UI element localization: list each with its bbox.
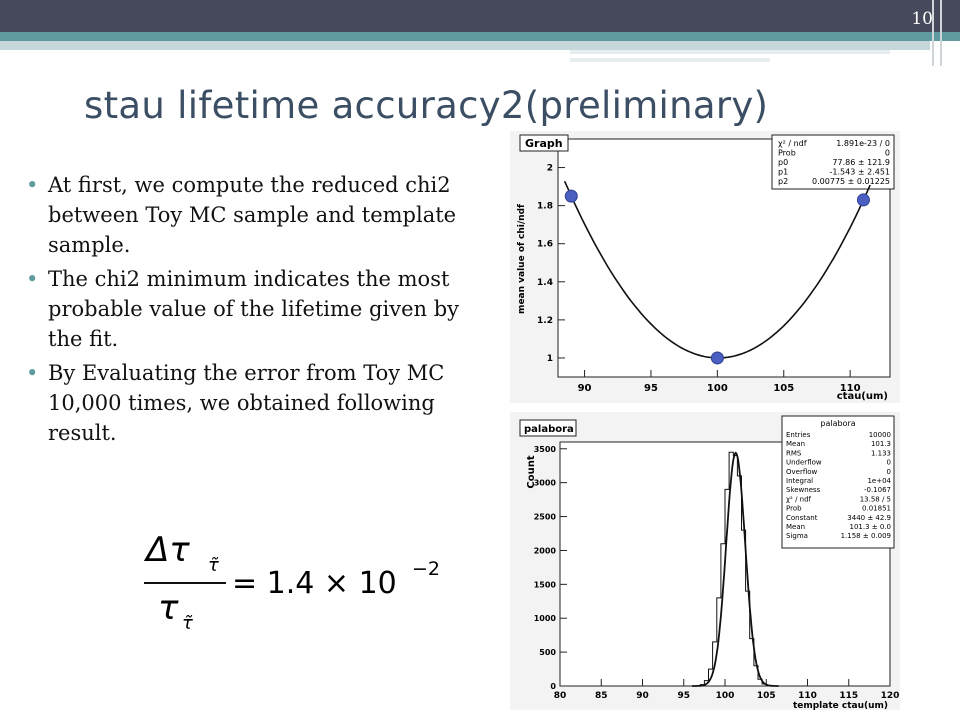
x-tick-label: 100 bbox=[706, 383, 728, 394]
stat-label: p2 bbox=[778, 177, 789, 186]
bullet-dot: • bbox=[26, 267, 39, 291]
stats-title: palabora bbox=[820, 419, 856, 428]
formula-rhs: = 1.4 × 10 bbox=[232, 566, 397, 601]
data-point bbox=[857, 194, 869, 206]
stat-value: 10000 bbox=[868, 431, 891, 439]
slide-title: stau lifetime accuracy2(preliminary) bbox=[84, 84, 769, 127]
x-tick-label: 95 bbox=[643, 383, 658, 394]
formula-numerator: Δτ bbox=[146, 530, 190, 570]
bullet-item bbox=[24, 358, 494, 448]
bullet-text: The chi2 minimum indicates the most probable value of the lifetime given by the fit. bbox=[48, 267, 459, 351]
stat-value: -1.543 ± 2.451 bbox=[829, 167, 890, 177]
header-bar bbox=[0, 0, 960, 32]
stat-label: Skewness bbox=[786, 486, 821, 495]
bullet-text: By Evaluating the error from Toy MC 10,000 times, we obtained following result. bbox=[48, 361, 445, 445]
chi2-graph-panel bbox=[510, 131, 900, 403]
ctau-histogram bbox=[510, 412, 900, 710]
y-tick-label: 1.4 bbox=[537, 277, 553, 288]
x-tick-label: 105 bbox=[756, 691, 776, 701]
y-tick-label: 0 bbox=[550, 682, 556, 691]
stat-label: Mean bbox=[786, 440, 806, 449]
result-formula bbox=[140, 525, 460, 645]
stat-value: 0 bbox=[886, 458, 891, 467]
stat-value: 77.86 ± 121.9 bbox=[832, 158, 890, 167]
stat-label: Prob bbox=[778, 148, 796, 158]
formula-denominator-sub: τ̃ bbox=[182, 613, 193, 634]
y-tick-label: 2 bbox=[546, 163, 553, 174]
stat-value: 13.58 / 5 bbox=[859, 495, 891, 504]
y-axis-label: mean value of chi/ndf bbox=[517, 204, 527, 314]
stat-label: χ² / ndf bbox=[786, 495, 812, 504]
y-tick-label: 1500 bbox=[533, 580, 556, 590]
header-stripe-2 bbox=[570, 58, 770, 62]
stat-value: 1.133 bbox=[870, 449, 891, 458]
y-tick-label: 1.6 bbox=[537, 239, 553, 250]
stat-value: 1e+04 bbox=[867, 477, 891, 485]
x-tick-label: 85 bbox=[594, 691, 608, 701]
y-tick-label: 2500 bbox=[533, 512, 556, 522]
stat-label: RMS bbox=[786, 449, 802, 458]
y-tick-label: 500 bbox=[539, 648, 556, 658]
x-tick-label: 100 bbox=[715, 691, 735, 701]
stat-label: p0 bbox=[778, 158, 789, 167]
data-point bbox=[711, 352, 723, 364]
bullet-dot: • bbox=[26, 173, 39, 197]
stat-label: χ² / ndf bbox=[778, 139, 807, 148]
stat-value: 1.891e-23 / 0 bbox=[836, 139, 890, 148]
y-tick-label: 1 bbox=[546, 353, 553, 364]
bullet-item bbox=[24, 170, 494, 260]
x-axis-label: template ctau(um) bbox=[792, 701, 888, 710]
y-axis-label: Count bbox=[526, 455, 537, 489]
x-tick-label: 120 bbox=[880, 691, 900, 701]
stat-label: p1 bbox=[778, 167, 789, 177]
x-tick-label: 90 bbox=[636, 691, 649, 701]
x-tick-label: 110 bbox=[839, 383, 861, 394]
stat-value: 1.158 ± 0.009 bbox=[840, 532, 891, 541]
header-light-bar bbox=[0, 41, 930, 50]
bullet-list bbox=[24, 170, 494, 452]
stat-value: -0.1067 bbox=[863, 486, 891, 495]
header-accent-bar bbox=[0, 32, 960, 41]
x-axis-label: ctau(um) bbox=[836, 391, 888, 402]
histogram-title: palabora bbox=[524, 424, 574, 435]
y-tick-label: 3500 bbox=[533, 444, 556, 454]
y-tick-label: 1.8 bbox=[537, 201, 553, 212]
bullet-text: At first, we compute the reduced chi2 between Toy MC sample and template sample. bbox=[48, 173, 457, 257]
histogram-panel bbox=[510, 412, 900, 710]
header-stripe bbox=[570, 50, 890, 54]
stat-label: Prob bbox=[786, 504, 802, 513]
y-tick-label: 1.2 bbox=[537, 315, 553, 326]
y-tick-label: 3000 bbox=[533, 478, 556, 488]
stat-label: Underflow bbox=[786, 458, 822, 467]
stat-label: Constant bbox=[786, 513, 818, 522]
stat-value: 3440 ± 42.9 bbox=[847, 513, 891, 522]
page-number: 10 bbox=[911, 9, 933, 29]
stat-value: 0 bbox=[884, 148, 890, 158]
y-tick-label: 1000 bbox=[533, 614, 556, 624]
stat-label: Entries bbox=[786, 431, 811, 439]
graph-title: Graph bbox=[525, 137, 563, 150]
bullet-dot: • bbox=[26, 361, 39, 385]
x-tick-label: 115 bbox=[839, 691, 859, 701]
x-tick-label: 105 bbox=[773, 383, 795, 394]
stat-value: 101.3 bbox=[870, 440, 891, 449]
stat-value: 101.3 ± 0.0 bbox=[849, 523, 891, 531]
stat-label: Overflow bbox=[786, 467, 818, 476]
stat-value: 0.01851 bbox=[862, 504, 891, 513]
formula-numerator-sub: τ̃ bbox=[208, 555, 219, 576]
stat-label: Sigma bbox=[786, 532, 808, 541]
bullet-item bbox=[24, 264, 494, 354]
formula-exponent: −2 bbox=[412, 558, 441, 580]
stat-value: 0.00775 ± 0.01225 bbox=[812, 177, 890, 186]
x-tick-label: 110 bbox=[798, 691, 817, 701]
header-divider-2 bbox=[940, 0, 942, 66]
stat-label: Integral bbox=[786, 477, 814, 485]
x-tick-label: 90 bbox=[577, 383, 592, 394]
stat-label: Mean bbox=[786, 523, 806, 531]
data-point bbox=[565, 190, 577, 202]
x-tick-label: 95 bbox=[677, 691, 691, 701]
y-tick-label: 2000 bbox=[533, 546, 556, 556]
stat-value: 0 bbox=[886, 467, 891, 476]
formula-denominator: τ bbox=[158, 588, 179, 628]
x-tick-label: 80 bbox=[553, 691, 567, 701]
chi2-graph bbox=[510, 131, 900, 403]
